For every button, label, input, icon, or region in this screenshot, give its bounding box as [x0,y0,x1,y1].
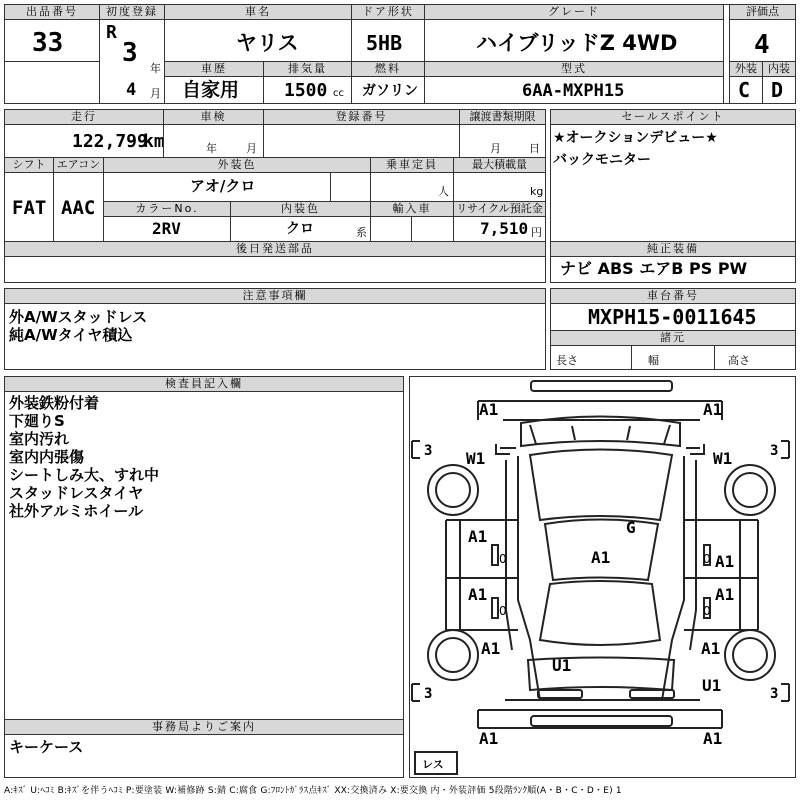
transfer-label: 譲渡書類期限 [459,109,546,125]
reg-month: 4 [126,80,137,100]
shift: FAT [12,197,47,219]
score-label: 評価点 [729,4,796,20]
height-label: 高さ [728,354,750,367]
mark-w1-right: W1 [713,449,733,468]
mark-front-right: A1 [703,400,723,419]
shift-label: シフト [4,157,54,173]
ac: AAC [61,197,96,219]
mark-front-left: A1 [479,400,499,419]
legend: A:ｷｽﾞ U:ﾍｺﾐ B:ｷｽﾞを伴うﾍｺﾐ P:要塗装 W:補修跡 S:錆 C:腐食 G:ﾌﾛﾝﾄｶﾞﾗｽ点ｷｽﾞ XX:交換済み X:要交換 内・外装評価 5段階ﾗﾝｸ順(A・B・C・D・E) 1 [4,786,622,796]
inspector-line-5: シートしみ大、すれ中 [9,466,160,484]
note-1: 外A/Wスタッドレス [9,308,148,326]
ac-label: エアコン [53,157,104,173]
insp-year-unit: 年 [206,142,217,155]
mark-bumper-right: A1 [703,729,723,748]
grade: ハイブリッドZ 4WD [476,31,678,55]
inspector-label: 検査員記入欄 [4,376,404,392]
exterior-grade: C [738,78,751,102]
notes-label: 注意事項欄 [4,288,546,304]
mark-door-rr: A1 [715,585,735,604]
mark-zero-l1: 0 [499,552,507,566]
office-note: キーケース [9,738,84,756]
spare-tire-note: レス [422,758,444,771]
int-color-suffix: 系 [356,226,367,239]
fuel-label: 燃料 [351,61,425,77]
door-type: 5HB [366,31,403,55]
equipment-label: 純正装備 [550,241,796,257]
int-color: クロ [286,221,314,237]
lot-no: 33 [32,28,64,58]
first-reg-label: 初度登録 [99,4,165,20]
capacity-unit: 人 [438,185,449,198]
mark-door-fr: A1 [715,552,735,571]
reg-no-label: 登録番号 [263,109,460,125]
car-name: ヤリス [236,31,299,55]
sales-points-label: セールスポイント [550,109,796,125]
mark-door-fl: A1 [468,527,488,546]
mark-zero-l2: 0 [499,604,507,618]
interior-grade: D [771,78,784,102]
model-label: 型式 [424,61,724,77]
car-name-label: 車名 [164,4,352,20]
mark-zero-r2: 0 [703,604,711,618]
office-label: 事務局よりご案内 [4,719,404,735]
mark-w1-left: W1 [466,449,486,468]
mark-u1-center: U1 [552,656,572,675]
mark-rear-right: A1 [701,639,721,658]
note-2: 純A/Wタイヤ積込 [9,326,133,344]
mark-u1-right: U1 [702,676,722,695]
inspector-line-3: 室内汚れ [9,430,70,448]
inspector-line-6: スタッドレスタイヤ [9,484,144,502]
capacity-label: 乗車定員 [370,157,454,173]
lot-no-label: 出品番号 [4,4,100,20]
mark-zero-r1: 0 [703,552,711,566]
ext-color-label: 外装色 [103,157,371,173]
insp-month-unit: 月 [246,142,257,155]
inspection-label: 車検 [163,109,264,125]
recycle-unit: 円 [531,226,542,239]
interior-label: 内装 [762,61,796,77]
displacement-unit: cc [333,88,344,99]
mark-g: G [626,518,636,537]
import-label: 輸入車 [370,201,454,217]
max-load-label: 最大積載量 [453,157,546,173]
score: 4 [754,30,770,60]
tire-rr: 3 [770,686,779,702]
month-unit: 月 [150,87,161,100]
transfer-day-unit: 日 [529,142,540,155]
mileage: 122,799 [72,131,148,152]
tire-lr: 3 [424,686,433,702]
length-label: 長さ [556,354,578,367]
recycle: 7,510 [480,219,529,238]
door-label: ドア形状 [351,4,425,20]
color-no: 2RV [152,219,181,238]
int-color-label: 内装色 [230,201,371,217]
mileage-label: 走行 [4,109,164,125]
color-no-label: カラーNo. [103,201,231,217]
later-parts-label: 後日発送部品 [4,241,546,257]
inspector-line-1: 外装鉄粉付着 [9,394,100,412]
tire-lf: 3 [424,443,433,459]
inspector-line-7: 社外アルミホイール [9,502,144,520]
fuel: ガソリン [362,83,418,99]
recycle-label: リサイクル預託金 [453,201,546,217]
mark-door-rl: A1 [468,585,488,604]
grade-label: グレード [424,4,724,20]
chassis-no: MXPH15-0011645 [588,305,757,329]
max-load-unit: kg [530,185,544,198]
ext-color: アオ/クロ [190,177,256,195]
width-label: 幅 [648,354,659,367]
history-label: 車歴 [164,61,264,77]
history: 自家用 [182,79,240,101]
model: 6AA-MXPH15 [522,81,625,101]
sales-point-2: バックモニター [553,152,651,168]
mileage-unit: km [143,131,165,152]
exterior-label: 外装 [729,61,763,77]
transfer-month-unit: 月 [490,142,501,155]
mark-center: A1 [591,548,611,567]
reg-year: 3 [122,38,138,68]
specs-label: 諸元 [550,330,796,346]
sales-point-1: ★オークションデビュー★ [553,130,718,146]
inspector-line-2: 下廻りS [9,412,65,430]
tire-rf: 3 [770,443,779,459]
inspector-line-4: 室内内張傷 [9,448,85,466]
mark-rear-left: A1 [481,639,501,658]
chassis-label: 車台番号 [550,288,796,304]
era: R [106,22,117,43]
equipment: ナビ ABS エアB PS PW [560,259,748,278]
displacement: 1500 [284,80,328,101]
year-unit: 年 [150,62,161,75]
mark-bumper-left: A1 [479,729,499,748]
displacement-label: 排気量 [263,61,352,77]
